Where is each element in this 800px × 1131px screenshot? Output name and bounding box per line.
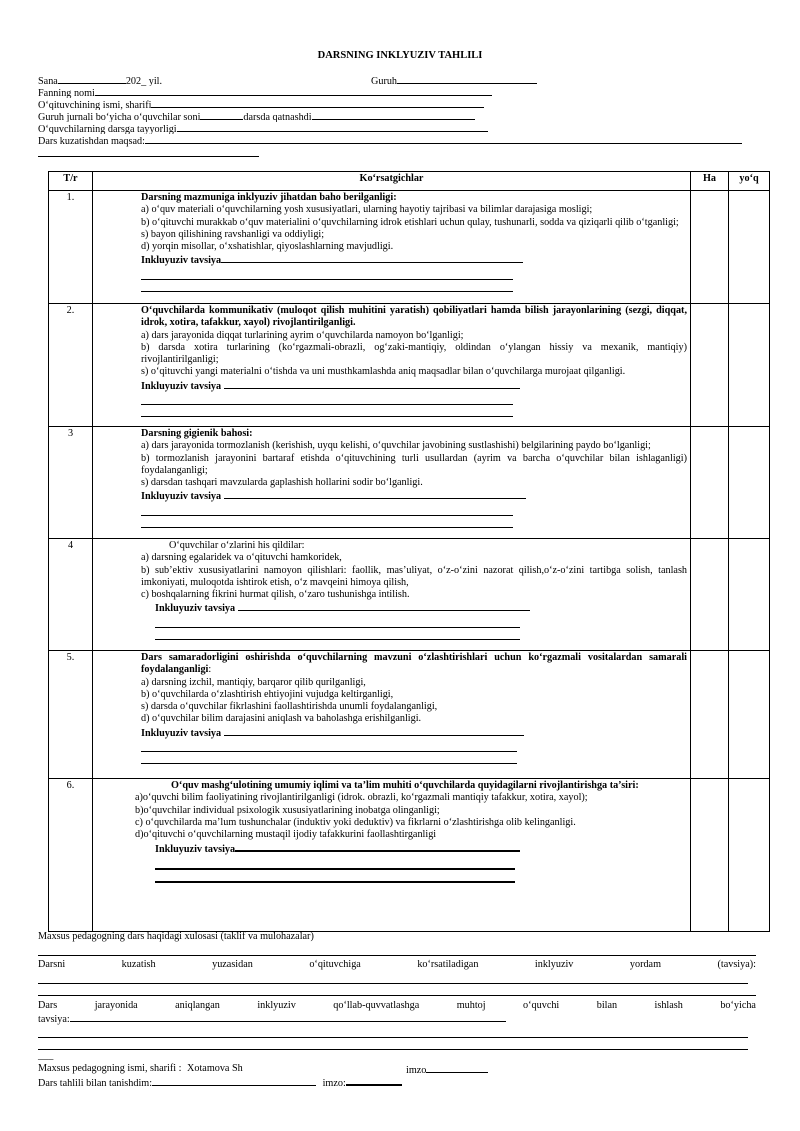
col-yes-header: Ha	[691, 172, 729, 191]
row-content	[93, 779, 691, 932]
purpose-field-2[interactable]	[38, 147, 259, 157]
row-item: a) darsning izchil, mantiqiy, barqaror qilib qurilganligi,	[141, 676, 366, 688]
row-item: a) dars jarayonida diqqat turlarining ayrim o‘quvchilarda namoyon bo‘lganligi;	[141, 329, 464, 341]
signature-field-2[interactable]	[346, 1075, 402, 1086]
recommendation-field[interactable]	[235, 841, 520, 852]
sentence-word: Dars	[38, 999, 58, 1011]
journal-line	[38, 110, 758, 122]
date-label: Sana	[38, 76, 58, 87]
yes-cell[interactable]	[691, 651, 729, 779]
tavsiya-label: tavsiya:	[38, 1013, 70, 1025]
recommendation-label: Inkluyuziv tavsiya	[141, 491, 222, 503]
signature-field[interactable]	[426, 1063, 488, 1073]
row-heading: Dars samaradorligini oshirishda o‘quvchilarning mavzuni o‘zlashtirishlari uchun ko‘rgazmali vositalardan samarali foydalanganligi	[141, 652, 687, 676]
row-heading: O‘quvchilar o‘zlarini his qildilar:	[169, 540, 305, 551]
row-item: d) yorqin misollar, o‘xshatishlar, qiyoslashlarning mavjudligi.	[141, 241, 394, 253]
sentence-word: bilan	[596, 999, 618, 1011]
purpose-continuation	[38, 147, 758, 159]
signature-label-2: imzo:	[322, 1078, 346, 1090]
no-cell[interactable]	[729, 779, 770, 932]
special-ped-label: Maxsus pedagogning ismi, sharifi :	[38, 1063, 182, 1075]
row-item: s) darsda o‘quvchilar fikrlashini faollashtirishda unumli foydalanganligi,	[141, 701, 438, 713]
recommendation-field[interactable]	[224, 726, 524, 736]
recommendation-line[interactable]	[155, 870, 515, 883]
row-heading: Darsning mazmuniga inklyuziv jihatdan baho berilganligi:	[141, 192, 397, 203]
row-heading: Darsning gigienik bahosi:	[141, 428, 253, 439]
row-item: a) o‘quv materiali o‘quvchilarning yosh xususiyatlari, ularning hayotiy tajribasi va bilimlar darajasiga mosligi;	[141, 204, 593, 216]
no-cell[interactable]	[729, 651, 770, 779]
document-title: DARSNING INKLYUZIV TAHLILI	[317, 50, 483, 61]
row-heading: O‘quvchilarda kommunikativ (muloqot qilish muhitini yaratish) qobiliyatlari hamda bilish jarayonlarining (sezgi, diqqat, idrok, xotira, tafakkur, xayol) rivojlantirilganligi.	[141, 305, 687, 329]
recommendation-line[interactable]	[38, 984, 756, 996]
journal-label: Guruh jurnali bo‘yicha o‘quvchilar soni	[38, 112, 201, 123]
row-number: 3	[49, 427, 93, 539]
row-number: 1.	[49, 191, 93, 304]
row-item: s) darsdan tashqari mavzularda gaplashish hollarini sodir bo‘lganligi.	[141, 477, 423, 489]
row-item: b) sub’ektiv xususiyatlarini namoyon qilishlari: faollik, mas’uliyat, o‘z-o‘zini nazorat qilish,o‘z-o‘zini tartibga solish, tanlash imkoniyati, muloqotda ishtirok etish, o‘z mavqeini himoya qilish,	[141, 564, 687, 588]
sentence-word: yordam	[629, 959, 661, 971]
row-item: d) o‘quvchilar bilim darajasini aniqlash va baholashga erishilganligi.	[141, 713, 422, 725]
recommendation-field[interactable]	[224, 379, 520, 389]
sentence-word: kuzatish	[121, 959, 156, 971]
subject-label: Fanning nomi	[38, 88, 95, 99]
group-label: Guruh	[371, 76, 398, 87]
recommendation-sentence-1	[38, 959, 756, 971]
familiarization-field[interactable]	[152, 1076, 316, 1086]
attend-label: darsda qatnashdi	[243, 112, 312, 123]
recommendation-line[interactable]	[38, 1026, 748, 1038]
recommendation-sentence-2	[38, 1000, 756, 1012]
recommendation-line[interactable]	[141, 393, 513, 405]
recommendation-label: Inkluyuziv tavsiya	[141, 380, 222, 392]
sentence-word: o‘quvchi	[523, 999, 560, 1011]
sentence-word: (tavsiya):	[717, 959, 756, 971]
readiness-label: O‘quvchilarning darsga tayyorligi	[38, 124, 177, 135]
recommendation-line[interactable]	[141, 504, 513, 516]
yes-cell[interactable]	[691, 427, 729, 539]
row-content	[93, 191, 691, 304]
attend-field[interactable]	[312, 110, 475, 120]
date-field[interactable]	[58, 74, 126, 84]
recommendation-line[interactable]	[141, 405, 513, 417]
journal-count-field[interactable]	[200, 110, 243, 120]
recommendation-line[interactable]	[141, 752, 517, 764]
col-no-header: yo‘q	[729, 172, 770, 191]
purpose-label: Dars kuzatishdan maqsad:	[38, 136, 145, 147]
table-row	[49, 539, 770, 651]
signature-label: imzo	[406, 1065, 427, 1077]
sentence-word: jarayonida	[94, 999, 138, 1011]
row-item: a)o‘quvchi bilim faoliyatining rivojlantirilganligi (idrok. obrazli, ko‘rgazmali mantiqiy tafakkur, xotira, xayol);	[135, 792, 588, 804]
recommendation-field[interactable]	[221, 253, 523, 263]
sentence-word: inklyuziv	[534, 959, 574, 971]
row-number: 2.	[49, 304, 93, 427]
recommendation-label: Inkluyuziv tavsiya	[141, 727, 222, 739]
row-item: b) o‘qituvchi murakkab o‘quv materialini o‘quvchilarning idrok etishlari uchun qulay, tushunarli, sodda va qiziqarli qilib o‘tganligi;	[141, 216, 679, 228]
sentence-word: ko‘rsatiladigan	[417, 959, 479, 971]
table-row	[49, 304, 770, 427]
special-ped-name: Xotamova Sh	[187, 1063, 243, 1075]
year-text: 202_ yil.	[125, 76, 163, 87]
row-item: d)o‘qituvchi o‘quvchilarning mustaqil ijodiy tafakkurini faollashtirganligi	[135, 829, 437, 841]
recommendation-label: Inkluyuziv tavsiya	[141, 255, 222, 267]
sentence-word: bo‘yicha	[720, 999, 756, 1011]
table-header-row	[49, 172, 770, 191]
table-row	[49, 651, 770, 779]
recommendation-field[interactable]	[224, 489, 526, 499]
recommendation-line[interactable]	[141, 516, 513, 528]
readiness-line	[38, 122, 758, 134]
row-item: a) darsning egalaridek va o‘qituvchi hamkoridek,	[141, 552, 342, 564]
sentence-word: inklyuziv	[257, 999, 296, 1011]
sentence-word: Darsni	[38, 959, 66, 971]
row-item: b)o‘quvchilar individual psixologik xususiyatlarining inobatga olinganligi;	[135, 804, 440, 816]
teacher-line	[38, 98, 758, 110]
recommendation-line[interactable]	[155, 628, 520, 640]
teacher-field[interactable]	[151, 98, 484, 108]
yes-cell[interactable]	[691, 191, 729, 304]
yes-cell[interactable]	[691, 779, 729, 932]
row-item: a) dars jarayonida tormozlanish (kerishish, uyqu kelishi, o‘quvchilar javobining sustlashishi) belgilarining paydo bo‘lganligi;	[141, 440, 651, 452]
row-heading: O‘quv mashg‘ulotining umumiy iqlimi va ta’lim muhiti o‘quvchilarda quyidagilarni rivojlantirishga ta’siri:	[171, 780, 639, 791]
row-content	[93, 427, 691, 539]
no-cell[interactable]	[729, 427, 770, 539]
row-item: b) o‘quvchilarda o‘zlashtirish ehtiyojini vujudga keltirganligi,	[141, 688, 394, 700]
table-row	[49, 427, 770, 539]
recommendation-line[interactable]	[141, 740, 517, 752]
sentence-word: muhtoj	[456, 999, 486, 1011]
sentence-word: yuzasidan	[212, 959, 253, 971]
table-row	[49, 779, 770, 932]
group-line	[371, 74, 537, 88]
conclusion-heading: Maxsus pedagogning dars haqidagi xulosasi (taklif va mulohazalar)	[38, 931, 314, 942]
col-indicators-header: Ko‘rsatgichlar	[93, 172, 691, 191]
row-number: 5.	[49, 651, 93, 779]
row-number: 4	[49, 539, 93, 651]
recommendation-label: Inkluyuziv tavsiya	[155, 603, 236, 615]
indicators-table	[48, 171, 770, 932]
row-item: b) tormozlanish jarayonini bartaraf etishda o‘qituvchining turli usullardan (ayrim va barcha o‘quvchilar bilan ishlaganligi) foydalanganligi;	[141, 452, 687, 476]
recommendation-line[interactable]	[38, 972, 748, 984]
row-item: b) darsda xotira turlarining (ko‘rgazmali-obrazli, og‘zaki-mantiqiy, oldindan o‘ylangan hissiy va mexanik, mantiqiy) rivojlantirilganligi;	[141, 341, 687, 366]
tavsiya-field[interactable]	[70, 1012, 506, 1022]
recommendation-line[interactable]	[38, 1038, 748, 1050]
row-item: s) bayon qilishining ravshanligi va oddiyligi;	[141, 228, 325, 240]
no-cell[interactable]	[729, 191, 770, 304]
table-row	[49, 191, 770, 304]
no-cell[interactable]	[729, 539, 770, 651]
row-item: s) o‘qituvchi yangi materialni o‘tishda va uni musthkamlashda aniq maqsadlar bilan o‘quvchilarga murojaat qilganligi.	[141, 366, 626, 378]
row-content: Dars samaradorligini oshirishda o‘quvchilarning mavzuni o‘zlashtirishlari uchun ko‘rgazmali vositalardan samarali foydalanganligi: a) darsning izchil, mantiqiy, barqaror qilib qurilganligi, b) o‘quvchilarda o‘zlashtirish ehtiyojini vujudga keltirganligi, s) darsda o‘quvchilar fikrlashini faollashtirishda unumli foydalanganligi, d) o‘quvchilar bilim darajasini aniqlash va baholashga erishilganligi. Inkluyuziv tavsiya	[93, 651, 691, 779]
row-content	[93, 539, 691, 651]
yes-cell[interactable]	[691, 539, 729, 651]
signature-line	[38, 1063, 756, 1075]
conclusion-line[interactable]	[38, 944, 756, 956]
row-number: 6.	[49, 779, 93, 932]
teacher-label: O‘qituvchining ismi, sharifi	[38, 100, 152, 111]
recommendation-field[interactable]	[238, 601, 530, 611]
recommendation-line[interactable]	[141, 268, 513, 280]
yes-cell[interactable]	[691, 304, 729, 427]
tavsiya-line	[38, 1012, 756, 1026]
sentence-word: o‘qituvchiga	[309, 959, 361, 971]
purpose-line	[38, 134, 758, 146]
purpose-field[interactable]	[145, 134, 742, 144]
sentence-word: qo‘llab-quvvatlashga	[333, 999, 420, 1011]
recommendation-line[interactable]	[155, 616, 520, 628]
row-item: c) boshqalarning fikrini hurmat qilish, o‘zaro tushunishga intilish.	[141, 589, 410, 601]
recommendation-label: Inkluyuziv tavsiya	[155, 844, 236, 856]
footer-block	[38, 931, 756, 1090]
familiarization-line	[38, 1075, 756, 1090]
row-item: c) o‘quvchilarda ma’lum tushunchalar (induktiv yoki deduktiv) va fikrlarni o‘zlashtirishga olib kelinganligi.	[135, 816, 576, 828]
no-cell[interactable]	[729, 304, 770, 427]
familiarization-label: Dars tahlili bilan tanishdim:	[38, 1078, 153, 1090]
recommendation-line[interactable]	[141, 280, 513, 292]
sentence-word: ishlash	[654, 999, 683, 1011]
dash-line: ___	[38, 1050, 54, 1062]
row-content	[93, 304, 691, 427]
col-num-header: T/r	[49, 172, 93, 191]
group-field[interactable]	[397, 74, 537, 84]
readiness-field[interactable]	[177, 122, 488, 132]
sentence-word: aniqlangan	[175, 999, 220, 1011]
recommendation-line[interactable]	[155, 857, 515, 870]
